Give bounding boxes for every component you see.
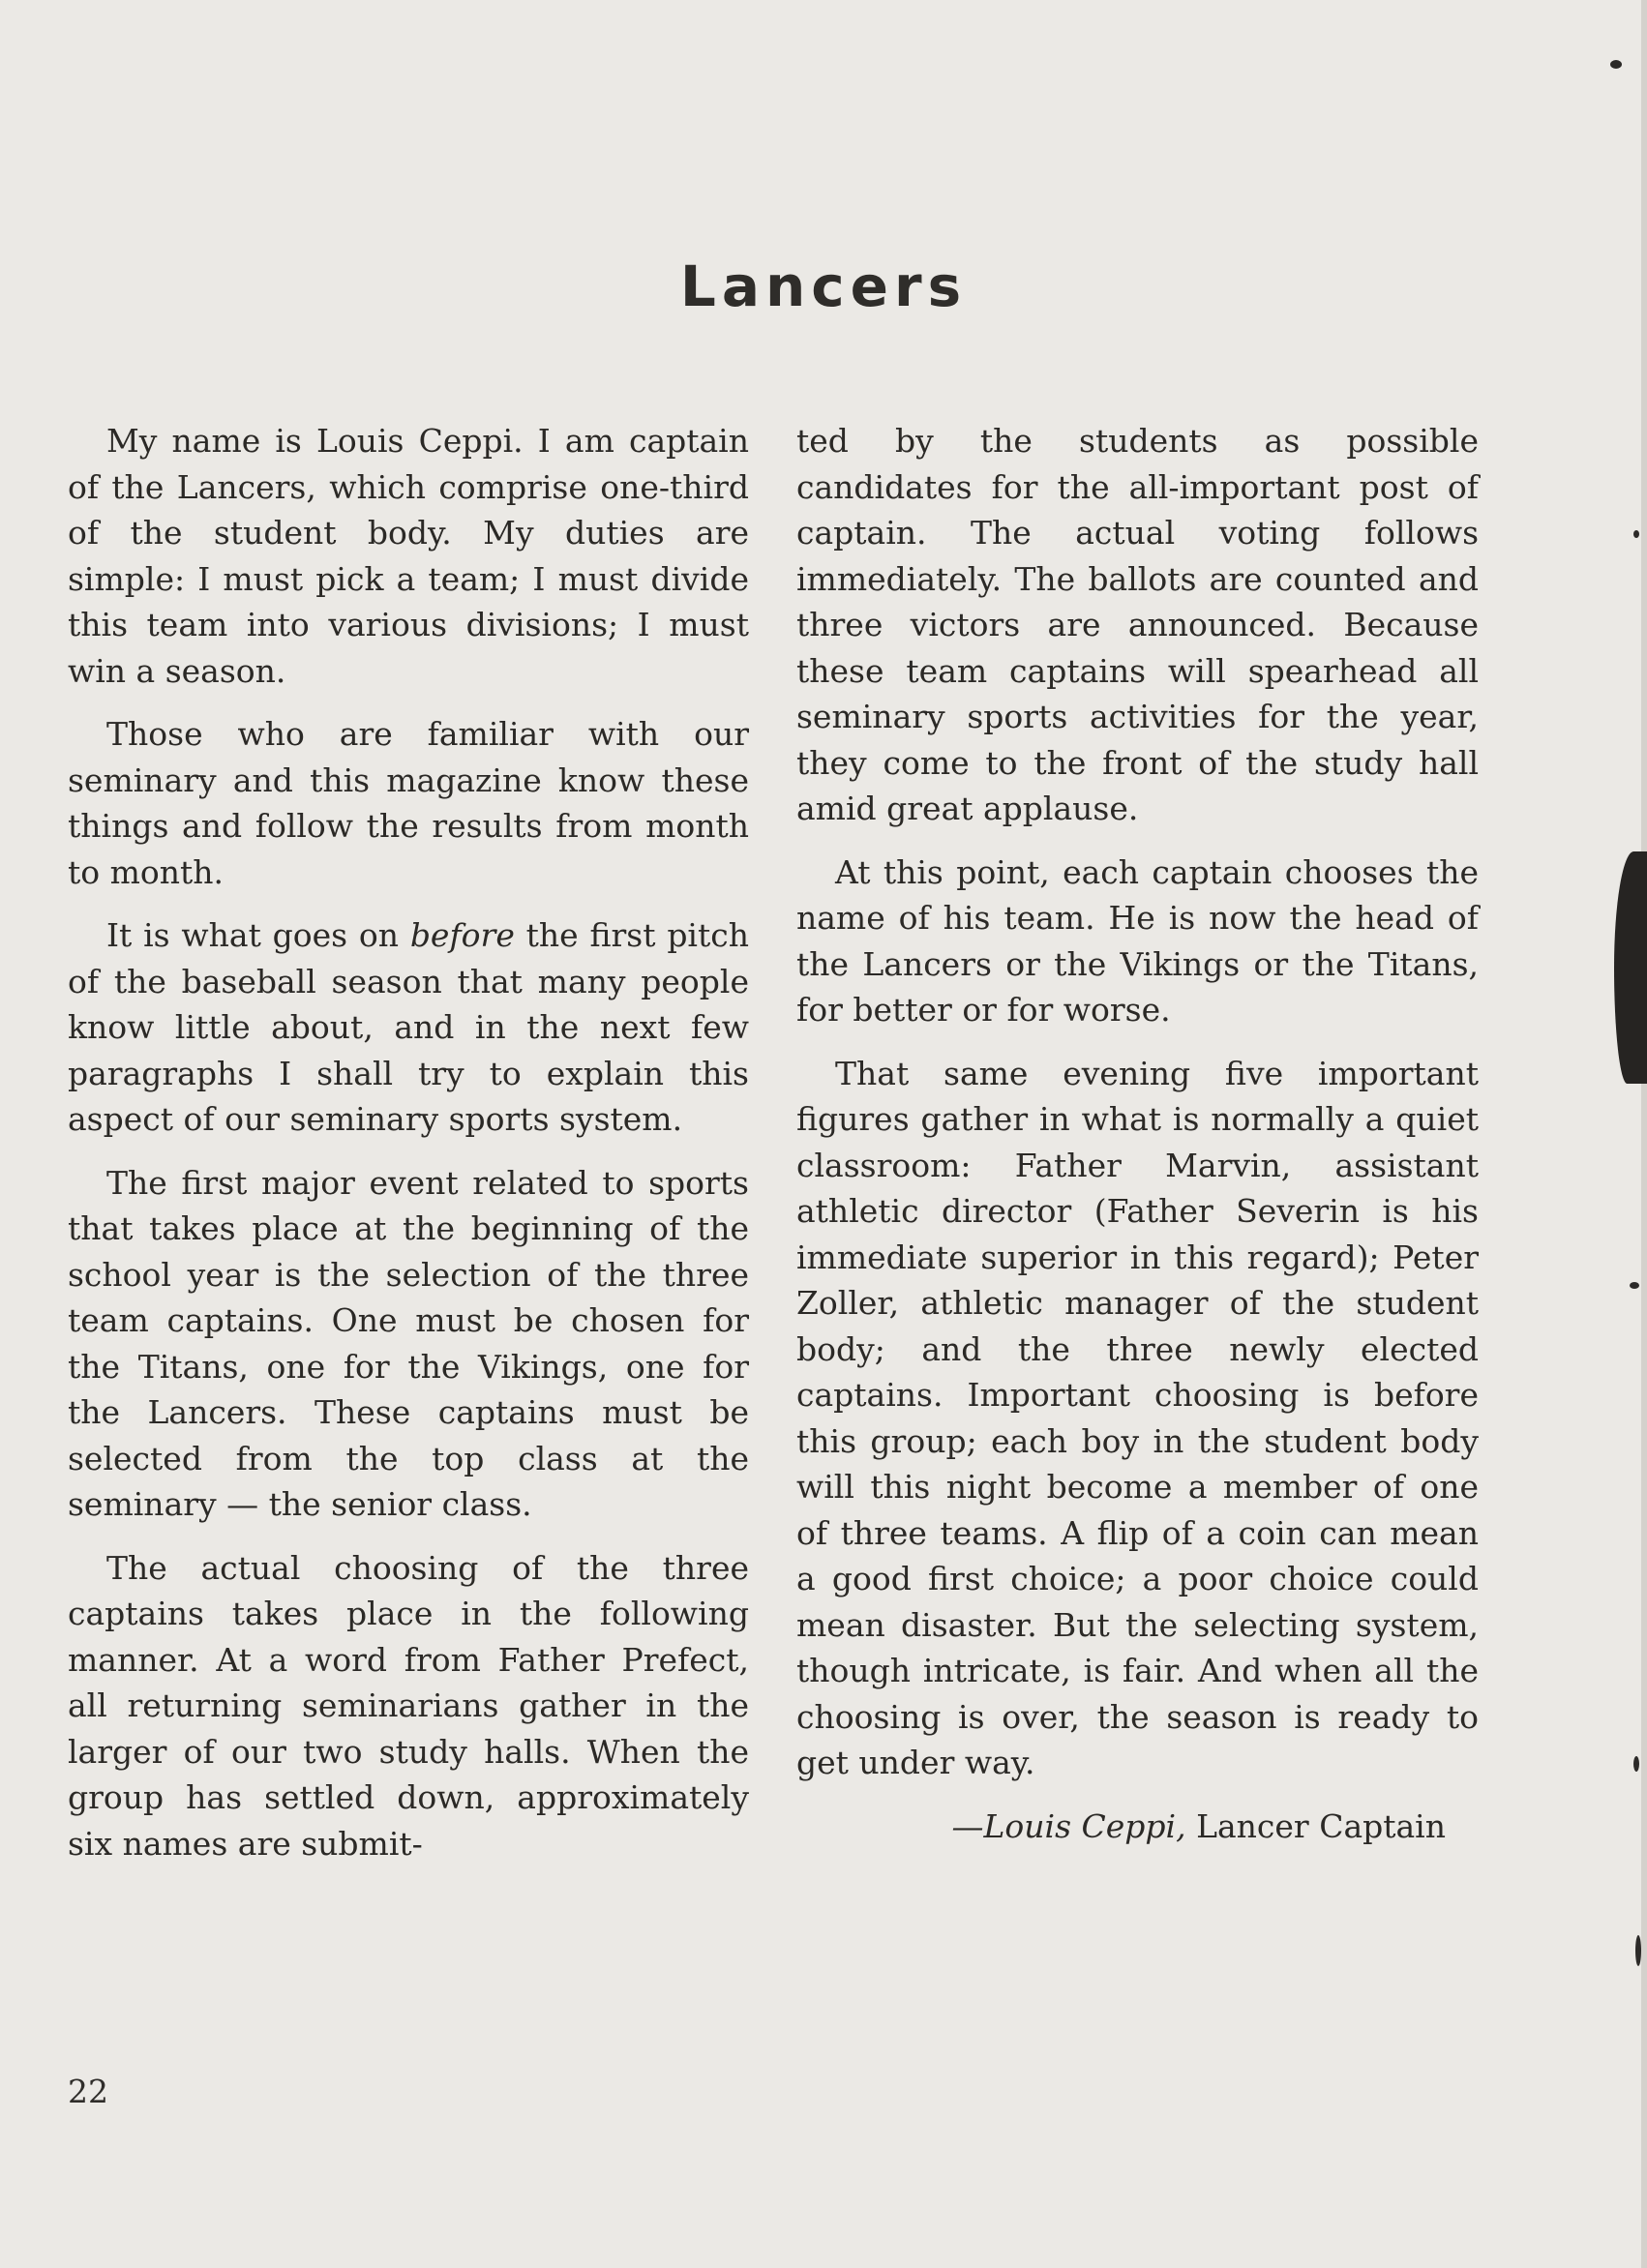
paragraph: The first major event related to sports that takes place at the beginning of the school year is the selection of the three team captains. One must be chosen for the Titans, one for the Vikings, one for the Lancers. These captains must be selected from the top class at the seminary — the senior class. <box>68 1163 749 1523</box>
paragraph: ted by the students as possible candidates for the all-important post of captain. The actual voting follows immediately. The ballots are counted and three victors are announced. Because these team captains will spearhead all seminary sports activities for the year, they come to the front of the study hall amid great applause. <box>796 422 1479 827</box>
ink-speck <box>1630 1282 1639 1289</box>
paragraph: The actual choosing of the three captains takes place in the following manner. At a word from Father Prefect, all returning seminarians gather in the larger of our two study halls. When the group has settled down, approximately six names are submit- <box>68 1548 749 1863</box>
emphasis-text: before <box>409 916 515 954</box>
ink-speck <box>1633 1756 1639 1772</box>
paragraph-text: pitch of the baseball season that many people know little about, and in the next few paragraphs I shall try to explain this aspect of our seminary sports system. <box>68 916 749 1138</box>
paragraph: That same evening five important figures gather in what is normally a quiet classroom: Father Marvin, assistant athletic director (Father Severin is his immediate superior in this regard); Peter Zoller, athletic manager of the student body; and the three newly elected captains. Important choosing is before this group; each boy in the student body will this night become a member of one of three teams. A flip of a coin can mean a good first choice; a poor choice could mean disaster. But the selecting system, though intricate, is fair. And when all the choosing is over, the season is ready to get under way. <box>796 1054 1479 1781</box>
paragraph: At this point, each captain chooses the name of his team. He is now the head of the Lancers or the Vikings or the Titans, for better or for worse. <box>796 852 1479 1029</box>
ink-speck <box>1610 60 1622 69</box>
page-number: 22 <box>68 2073 108 2110</box>
paragraph: My name is Louis Ceppi. I am captain of the Lancers, which comprise one-third of the student body. My duties are simple: I must pick a team; I must divide this team into various divisions; I must win a season. <box>68 422 749 690</box>
paragraph-text: It is what goes on <box>106 916 410 954</box>
page-edge <box>1641 0 1647 2268</box>
paragraph-text: the first <box>514 916 656 954</box>
right-column <box>796 418 1479 1866</box>
author-signature <box>796 1804 1479 1850</box>
left-column <box>68 418 749 1884</box>
article-title: Lancers <box>679 254 968 319</box>
page-damage-mark <box>1614 851 1647 1084</box>
ink-speck <box>1633 530 1639 538</box>
author-name: —Louis Ceppi, <box>951 1806 1186 1845</box>
author-role: Lancer Captain <box>1185 1806 1446 1845</box>
paragraph <box>68 912 749 1143</box>
paragraph: Those who are familiar with our seminary and this magazine know these things and follow the results from month to month. <box>68 715 749 891</box>
ink-speck <box>1635 1935 1641 1966</box>
